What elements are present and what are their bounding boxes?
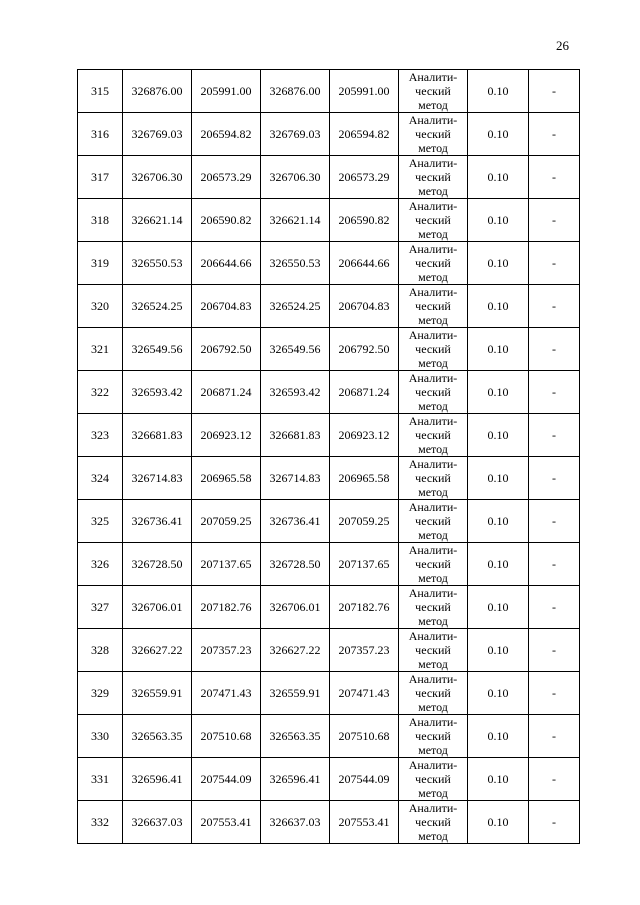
table-row [78, 586, 580, 629]
method-text-line: метод [418, 485, 448, 499]
method-text-line: метод [418, 227, 448, 241]
method-text-line: ческий [415, 342, 451, 356]
table-row [78, 328, 580, 371]
accuracy-cell: 0.10 [468, 801, 529, 844]
method-text-line: Аналити- [408, 586, 458, 600]
method-text-line: ческий [415, 385, 451, 399]
table-row [78, 543, 580, 586]
x-existing-cell: 326706.30 [123, 156, 192, 199]
method-cell [399, 371, 468, 414]
y-existing-cell: 207471.43 [192, 672, 261, 715]
y-new-cell: 206644.66 [330, 242, 399, 285]
y-existing-cell: 207059.25 [192, 500, 261, 543]
method-cell [399, 113, 468, 156]
table-row [78, 242, 580, 285]
accuracy-cell: 0.10 [468, 113, 529, 156]
table-row [78, 113, 580, 156]
method-text-line: ческий [415, 170, 451, 184]
table-row [78, 457, 580, 500]
x-existing-cell: 326706.01 [123, 586, 192, 629]
x-existing-cell: 326621.14 [123, 199, 192, 242]
method-text-line: Аналити- [408, 328, 458, 342]
method-text-line: ческий [415, 729, 451, 743]
method-text-line: ческий [415, 471, 451, 485]
method-cell [399, 414, 468, 457]
method-cell [399, 715, 468, 758]
y-existing-cell: 206573.29 [192, 156, 261, 199]
accuracy-cell: 0.10 [468, 758, 529, 801]
y-new-cell: 206590.82 [330, 199, 399, 242]
y-existing-cell: 206704.83 [192, 285, 261, 328]
y-existing-cell: 206792.50 [192, 328, 261, 371]
method-cell [399, 457, 468, 500]
description-cell: - [529, 414, 580, 457]
x-existing-cell: 326524.25 [123, 285, 192, 328]
y-new-cell: 206704.83 [330, 285, 399, 328]
y-new-cell: 206965.58 [330, 457, 399, 500]
method-cell [399, 629, 468, 672]
x-existing-cell: 326769.03 [123, 113, 192, 156]
x-existing-cell: 326593.42 [123, 371, 192, 414]
method-text-line: ческий [415, 84, 451, 98]
y-new-cell: 207510.68 [330, 715, 399, 758]
point-number-cell: 329 [78, 672, 123, 715]
y-new-cell: 206573.29 [330, 156, 399, 199]
point-number-cell: 325 [78, 500, 123, 543]
y-existing-cell: 206590.82 [192, 199, 261, 242]
accuracy-cell: 0.10 [468, 414, 529, 457]
method-text-line: ческий [415, 428, 451, 442]
method-text-line: Аналити- [408, 113, 458, 127]
point-number-cell: 323 [78, 414, 123, 457]
page-number: 26 [556, 38, 569, 53]
method-text-line: ческий [415, 213, 451, 227]
y-new-cell: 206792.50 [330, 328, 399, 371]
description-cell: - [529, 242, 580, 285]
x-existing-cell: 326714.83 [123, 457, 192, 500]
method-cell [399, 156, 468, 199]
accuracy-cell: 0.10 [468, 285, 529, 328]
method-text-line: метод [418, 700, 448, 714]
accuracy-cell: 0.10 [468, 199, 529, 242]
method-text-line: Аналити- [408, 715, 458, 729]
method-cell [399, 70, 468, 113]
method-text-line: метод [418, 657, 448, 671]
method-text-line: ческий [415, 600, 451, 614]
x-new-cell: 326714.83 [261, 457, 330, 500]
y-existing-cell: 206871.24 [192, 371, 261, 414]
method-text-line: ческий [415, 643, 451, 657]
method-cell [399, 586, 468, 629]
method-text-line: ческий [415, 299, 451, 313]
point-number-cell: 317 [78, 156, 123, 199]
method-text-line: метод [418, 528, 448, 542]
table-row [78, 672, 580, 715]
method-text-line: метод [418, 313, 448, 327]
table-row [78, 758, 580, 801]
method-text-line: Аналити- [408, 242, 458, 256]
method-text-line: метод [418, 184, 448, 198]
y-existing-cell: 207182.76 [192, 586, 261, 629]
method-text-line: метод [418, 614, 448, 628]
method-text-line: Аналити- [408, 672, 458, 686]
accuracy-cell: 0.10 [468, 715, 529, 758]
table-row [78, 500, 580, 543]
method-text-line: ческий [415, 772, 451, 786]
method-text-line: ческий [415, 815, 451, 829]
table-row [78, 285, 580, 328]
table-row [78, 801, 580, 844]
method-text-line: ческий [415, 557, 451, 571]
x-existing-cell: 326736.41 [123, 500, 192, 543]
point-number-cell: 330 [78, 715, 123, 758]
x-existing-cell: 326876.00 [123, 70, 192, 113]
description-cell: - [529, 500, 580, 543]
table-row [78, 199, 580, 242]
method-text-line: Аналити- [408, 758, 458, 772]
y-existing-cell: 206923.12 [192, 414, 261, 457]
x-new-cell: 326593.42 [261, 371, 330, 414]
coordinates-table [77, 69, 580, 844]
y-new-cell: 207544.09 [330, 758, 399, 801]
point-number-cell: 332 [78, 801, 123, 844]
method-text-line: Аналити- [408, 500, 458, 514]
y-existing-cell: 206594.82 [192, 113, 261, 156]
accuracy-cell: 0.10 [468, 500, 529, 543]
description-cell: - [529, 543, 580, 586]
y-new-cell: 207182.76 [330, 586, 399, 629]
accuracy-cell: 0.10 [468, 457, 529, 500]
point-number-cell: 318 [78, 199, 123, 242]
method-text-line: Аналити- [408, 543, 458, 557]
method-text-line: Аналити- [408, 457, 458, 471]
method-text-line: метод [418, 270, 448, 284]
description-cell: - [529, 328, 580, 371]
description-cell: - [529, 457, 580, 500]
description-cell: - [529, 113, 580, 156]
method-text-line: Аналити- [408, 199, 458, 213]
x-existing-cell: 326627.22 [123, 629, 192, 672]
description-cell: - [529, 672, 580, 715]
method-text-line: метод [418, 399, 448, 413]
method-text-line: Аналити- [408, 414, 458, 428]
method-cell [399, 242, 468, 285]
accuracy-cell: 0.10 [468, 156, 529, 199]
method-text-line: Аналити- [408, 629, 458, 643]
y-new-cell: 205991.00 [330, 70, 399, 113]
method-text-line: метод [418, 98, 448, 112]
y-existing-cell: 207510.68 [192, 715, 261, 758]
table-row [78, 629, 580, 672]
table-row [78, 371, 580, 414]
method-text-line: ческий [415, 127, 451, 141]
x-existing-cell: 326550.53 [123, 242, 192, 285]
method-cell [399, 758, 468, 801]
method-text-line: метод [418, 571, 448, 585]
x-existing-cell: 326681.83 [123, 414, 192, 457]
description-cell: - [529, 801, 580, 844]
x-existing-cell: 326563.35 [123, 715, 192, 758]
x-new-cell: 326596.41 [261, 758, 330, 801]
accuracy-cell: 0.10 [468, 70, 529, 113]
point-number-cell: 319 [78, 242, 123, 285]
x-new-cell: 326728.50 [261, 543, 330, 586]
point-number-cell: 327 [78, 586, 123, 629]
y-new-cell: 206871.24 [330, 371, 399, 414]
x-new-cell: 326550.53 [261, 242, 330, 285]
x-new-cell: 326706.01 [261, 586, 330, 629]
accuracy-cell: 0.10 [468, 586, 529, 629]
description-cell: - [529, 586, 580, 629]
point-number-cell: 316 [78, 113, 123, 156]
x-existing-cell: 326728.50 [123, 543, 192, 586]
y-existing-cell: 205991.00 [192, 70, 261, 113]
x-existing-cell: 326637.03 [123, 801, 192, 844]
method-cell [399, 199, 468, 242]
y-existing-cell: 207137.65 [192, 543, 261, 586]
y-existing-cell: 207553.41 [192, 801, 261, 844]
method-text-line: Аналити- [408, 285, 458, 299]
table-row [78, 70, 580, 113]
point-number-cell: 320 [78, 285, 123, 328]
y-new-cell: 206923.12 [330, 414, 399, 457]
point-number-cell: 321 [78, 328, 123, 371]
method-cell [399, 328, 468, 371]
x-new-cell: 326736.41 [261, 500, 330, 543]
description-cell: - [529, 371, 580, 414]
method-text-line: метод [418, 743, 448, 757]
method-text-line: метод [418, 356, 448, 370]
method-text-line: Аналити- [408, 371, 458, 385]
point-number-cell: 331 [78, 758, 123, 801]
method-cell [399, 672, 468, 715]
method-cell [399, 543, 468, 586]
accuracy-cell: 0.10 [468, 543, 529, 586]
accuracy-cell: 0.10 [468, 371, 529, 414]
point-number-cell: 328 [78, 629, 123, 672]
x-new-cell: 326769.03 [261, 113, 330, 156]
point-number-cell: 315 [78, 70, 123, 113]
method-text-line: Аналити- [408, 801, 458, 815]
y-existing-cell: 206965.58 [192, 457, 261, 500]
x-new-cell: 326706.30 [261, 156, 330, 199]
description-cell: - [529, 715, 580, 758]
y-new-cell: 207137.65 [330, 543, 399, 586]
table-body [78, 70, 580, 844]
method-text-line: ческий [415, 256, 451, 270]
method-text-line: метод [418, 786, 448, 800]
y-new-cell: 207059.25 [330, 500, 399, 543]
y-new-cell: 207471.43 [330, 672, 399, 715]
x-new-cell: 326549.56 [261, 328, 330, 371]
point-number-cell: 324 [78, 457, 123, 500]
x-new-cell: 326621.14 [261, 199, 330, 242]
description-cell: - [529, 285, 580, 328]
table-row [78, 715, 580, 758]
method-cell [399, 285, 468, 328]
method-text-line: метод [418, 442, 448, 456]
method-text-line: ческий [415, 686, 451, 700]
x-existing-cell: 326549.56 [123, 328, 192, 371]
x-new-cell: 326524.25 [261, 285, 330, 328]
table-row [78, 156, 580, 199]
y-new-cell: 206594.82 [330, 113, 399, 156]
method-text-line: ческий [415, 514, 451, 528]
x-new-cell: 326681.83 [261, 414, 330, 457]
y-new-cell: 207553.41 [330, 801, 399, 844]
description-cell: - [529, 629, 580, 672]
description-cell: - [529, 758, 580, 801]
description-cell: - [529, 70, 580, 113]
method-text-line: Аналити- [408, 70, 458, 84]
y-existing-cell: 207357.23 [192, 629, 261, 672]
method-cell [399, 500, 468, 543]
accuracy-cell: 0.10 [468, 629, 529, 672]
x-new-cell: 326637.03 [261, 801, 330, 844]
accuracy-cell: 0.10 [468, 242, 529, 285]
accuracy-cell: 0.10 [468, 328, 529, 371]
table-row [78, 414, 580, 457]
x-new-cell: 326876.00 [261, 70, 330, 113]
method-text-line: метод [418, 829, 448, 843]
method-text-line: метод [418, 141, 448, 155]
x-new-cell: 326563.35 [261, 715, 330, 758]
x-new-cell: 326627.22 [261, 629, 330, 672]
y-existing-cell: 207544.09 [192, 758, 261, 801]
x-existing-cell: 326559.91 [123, 672, 192, 715]
y-new-cell: 207357.23 [330, 629, 399, 672]
point-number-cell: 326 [78, 543, 123, 586]
description-cell: - [529, 199, 580, 242]
description-cell: - [529, 156, 580, 199]
x-existing-cell: 326596.41 [123, 758, 192, 801]
point-number-cell: 322 [78, 371, 123, 414]
accuracy-cell: 0.10 [468, 672, 529, 715]
x-new-cell: 326559.91 [261, 672, 330, 715]
method-cell [399, 801, 468, 844]
method-text-line: Аналити- [408, 156, 458, 170]
y-existing-cell: 206644.66 [192, 242, 261, 285]
